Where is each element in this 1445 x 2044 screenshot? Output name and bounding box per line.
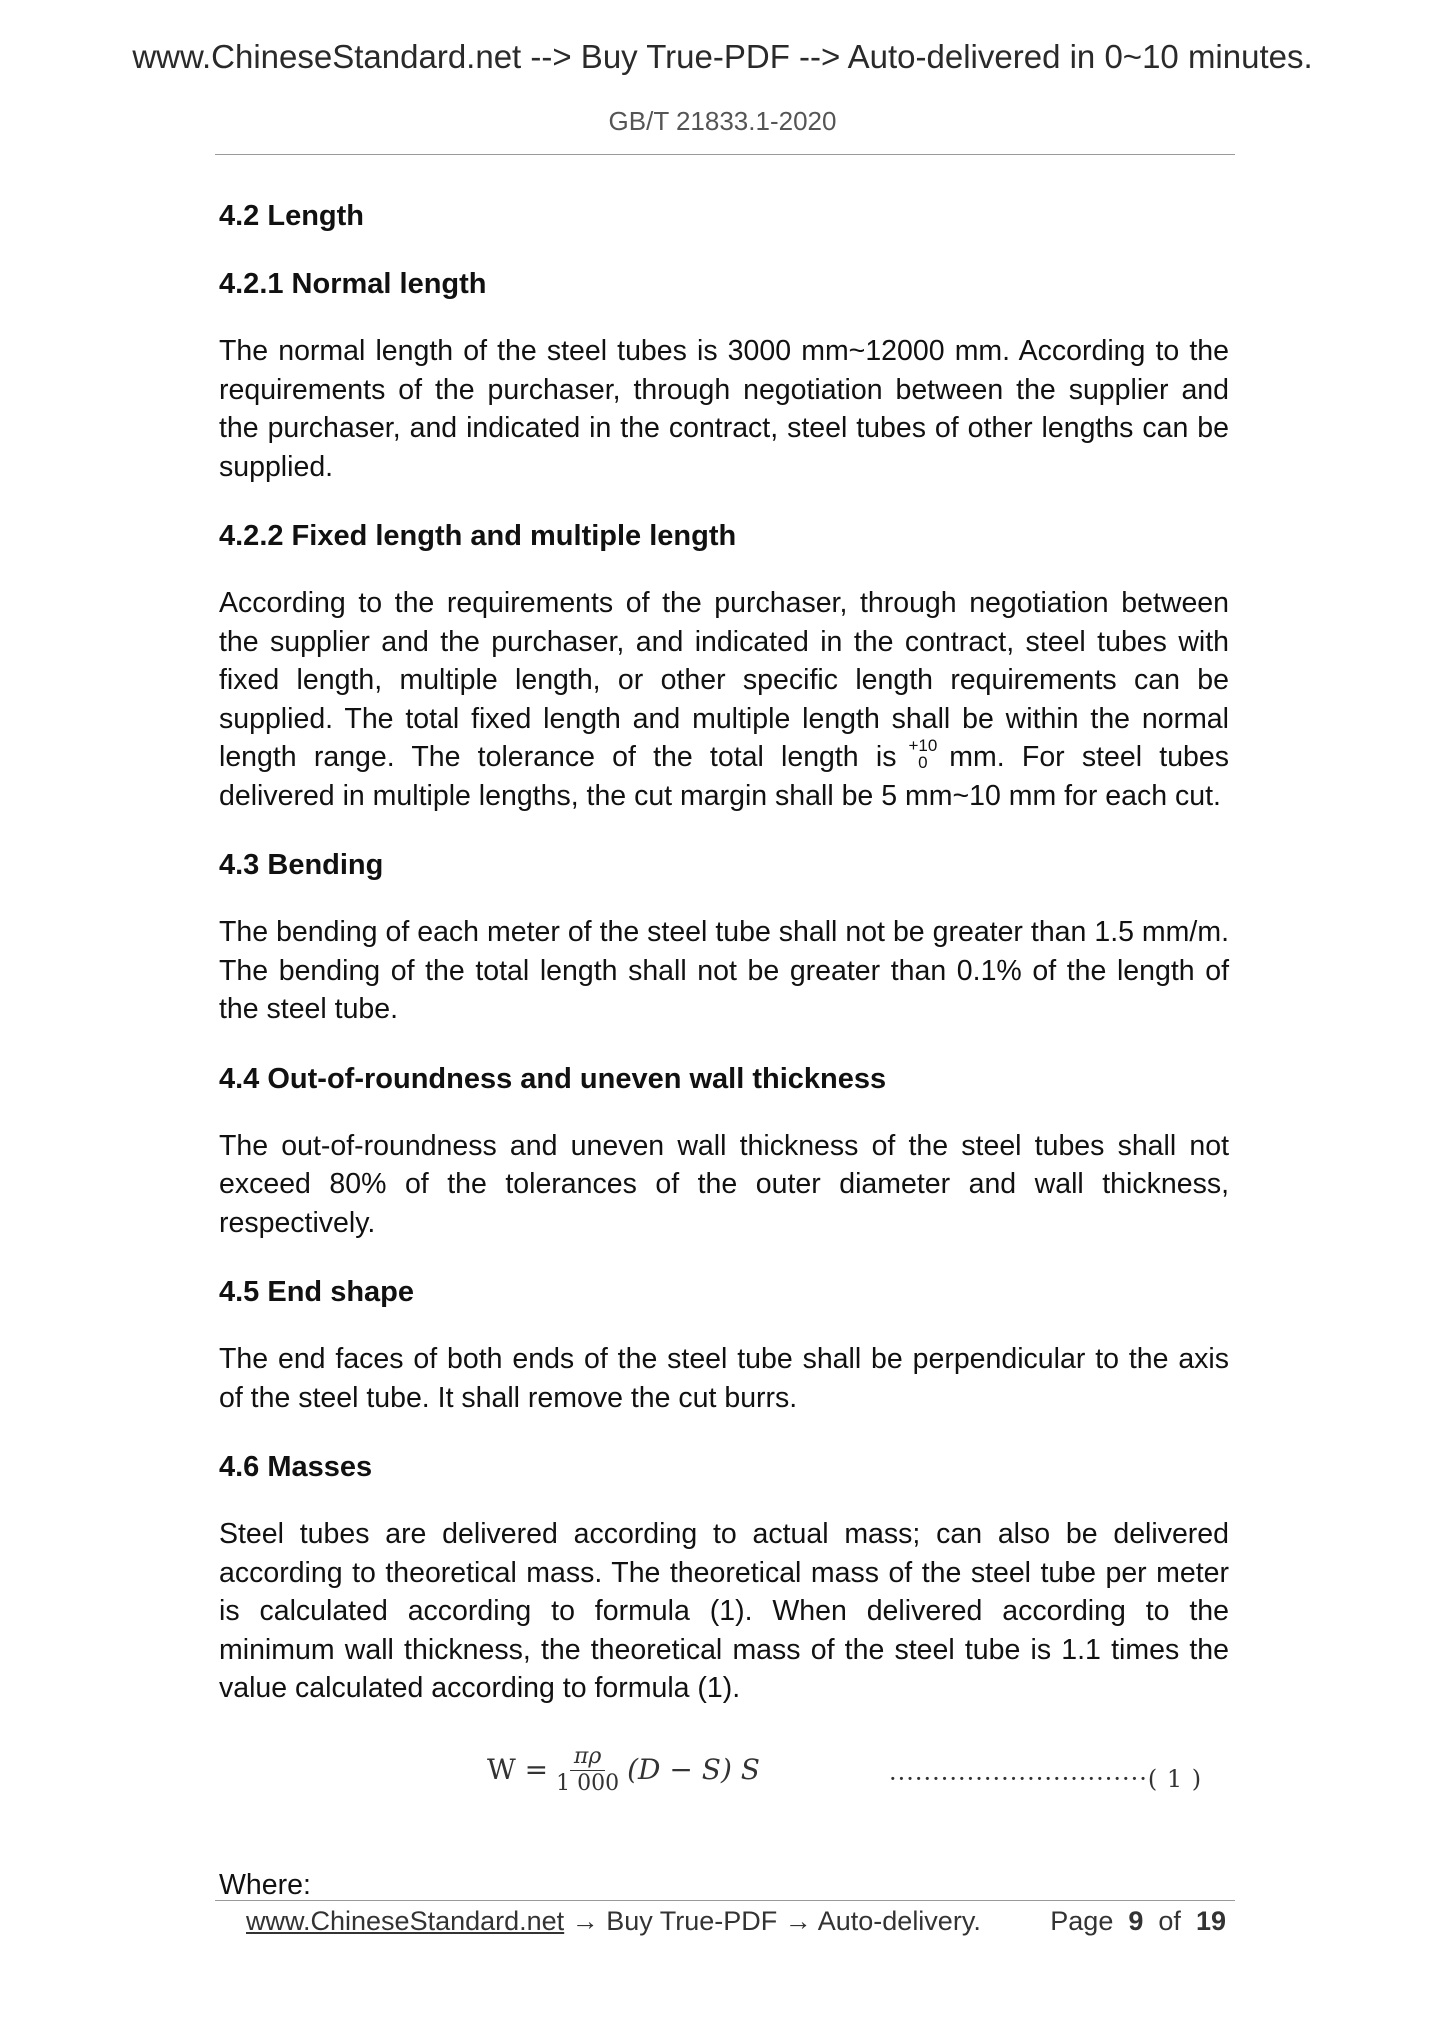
footer-tagline: → Buy True-PDF → Auto-delivery. [564, 1906, 981, 1936]
page-indicator [1050, 1906, 1226, 1937]
formula-1 [219, 1738, 1229, 1828]
document-body [219, 196, 1229, 1904]
heading-4-5: 4.5 End shape [219, 1276, 415, 1308]
top-banner: www.ChineseStandard.net --> Buy True-PDF --> Auto-delivered in 0~10 minutes. [132, 38, 1313, 75]
formula-numerator: πρ [570, 1744, 605, 1771]
footer-link[interactable]: www.ChineseStandard.net [246, 1906, 565, 1936]
footer-text [246, 1906, 981, 1937]
page-footer [246, 1906, 1226, 1937]
heading-4-6: 4.6 Masses [219, 1451, 373, 1483]
heading-4-3: 4.3 Bending [219, 849, 384, 881]
formula-number-label: ( 1 ) [1147, 1764, 1203, 1793]
standard-code: GB/T 21833.1-2020 [608, 106, 837, 136]
paragraph-4-2-1: The normal length of the steel tubes is 3000 mm~12000 mm. According to the requirements of the purchaser, through negotiation between the supplier and the purchaser, and indicated in the contract, steel tubes of other lengths can be supplied. [219, 335, 1229, 483]
page-total: 19 [1195, 1906, 1226, 1936]
formula-number: ······························( 1 ) [889, 1764, 1203, 1793]
paragraph-4-2-2-part-b: mm. For steel tubes delivered in multiple lengths, the cut margin shall be 5 mm~10 mm for each cut. [219, 741, 1229, 812]
formula-fraction [552, 1744, 623, 1797]
heading-4-2-1: 4.2.1 Normal length [219, 268, 487, 300]
formula-denominator: 1 000 [556, 1770, 620, 1796]
page-word: Page [1050, 1906, 1114, 1936]
paragraph-4-2-2-part-a: According to the requirements of the purchaser, through negotiation between the supplier and the purchaser, and indicated in the contract, steel tubes with fixed length, multiple length, or other specific length requirements can be supplied. The total fixed length and multiple length shall be within the normal length range. The tolerance of the total length is [219, 587, 1229, 773]
paragraph-4-2-2 [219, 584, 1229, 815]
paragraph-4-6: Steel tubes are delivered according to actual mass; can also be delivered according to theoretical mass. The theoretical mass of the steel tube per meter is calculated according to formula (1). When delivered according to the minimum wall thickness, the theoretical mass of the steel tube is 1.1 times the value calculated according to formula (1). [219, 1518, 1229, 1704]
heading-4-2-2: 4.2.2 Fixed length and multiple length [219, 520, 737, 552]
paragraph-4-3: The bending of each meter of the steel tube shall not be greater than 1.5 mm/m. The bending of the total length shall not be greater than 0.1% of the length of the steel tube. [219, 916, 1229, 1025]
mass-formula [487, 1744, 760, 1797]
tolerance-lower: 0 [918, 753, 928, 773]
page-current: 9 [1128, 1906, 1144, 1936]
footer-divider [215, 1900, 1235, 1901]
heading-4-2: 4.2 Length [219, 200, 365, 232]
paragraph-4-4: The out-of-roundness and uneven wall thickness of the steel tubes shall not exceed 80% of the tolerances of the outer diameter and wall thickness, respectively. [219, 1129, 1229, 1239]
formula-rhs: (D − S) S [627, 1752, 760, 1786]
heading-4-4: 4.4 Out-of-roundness and uneven wall thickness [219, 1062, 887, 1095]
header-divider [215, 154, 1235, 155]
paragraph-4-5: The end faces of both ends of the steel tube shall be perpendicular to the axis of the steel tube. It shall remove the cut burrs. [219, 1343, 1229, 1414]
of-word: of [1158, 1906, 1181, 1936]
where-label: Where: [219, 1868, 311, 1901]
formula-lhs: W = [487, 1752, 549, 1786]
length-tolerance [908, 737, 937, 771]
tolerance-upper: +10 [908, 736, 938, 756]
